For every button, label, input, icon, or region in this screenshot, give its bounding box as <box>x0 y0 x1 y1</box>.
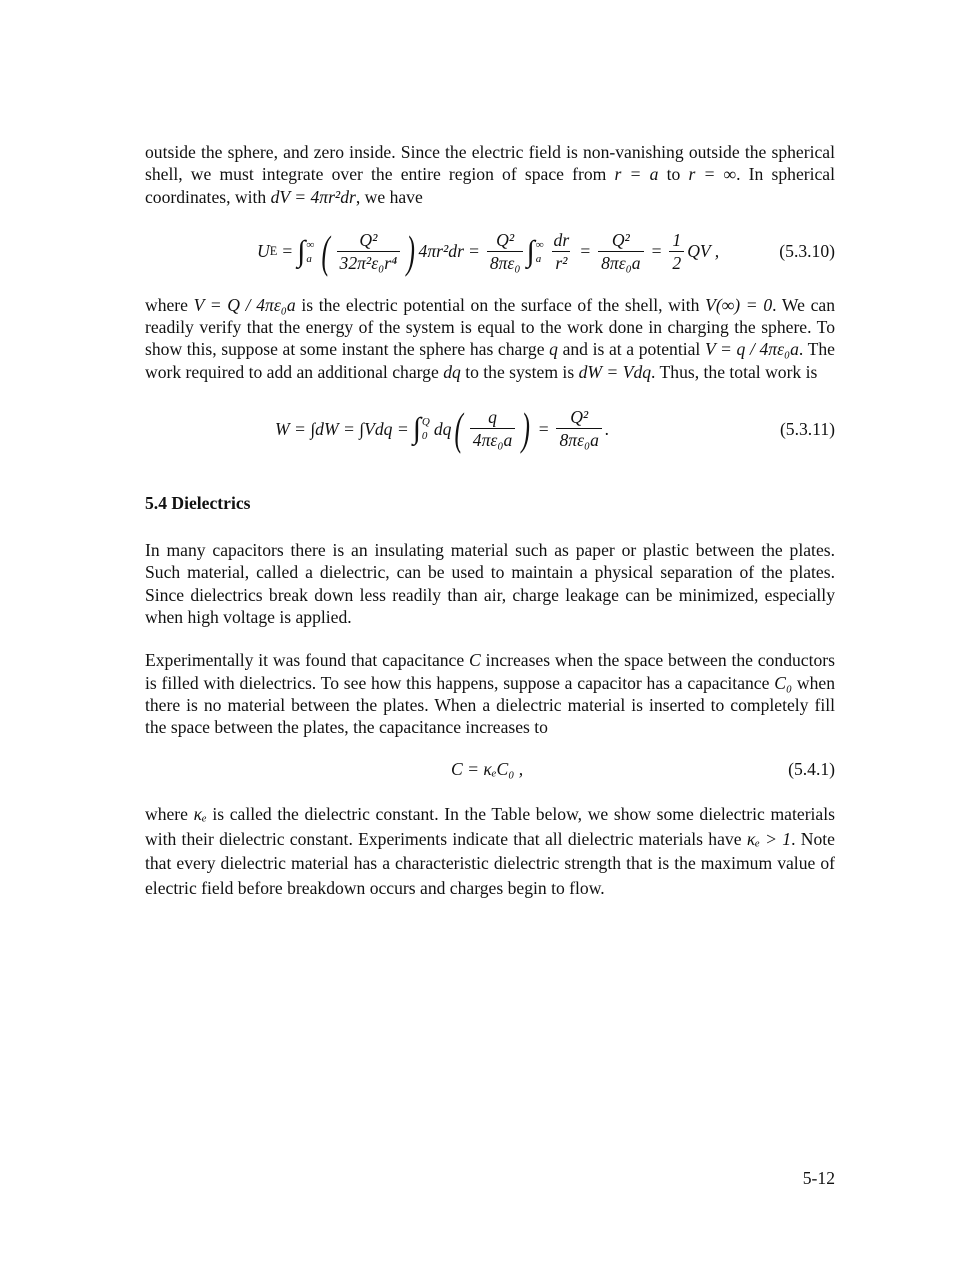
int-upper-limit: Q <box>421 416 430 429</box>
text: . We can readily verify that the energy of the system is equal to the work done in charging the sphere. To show this, suppose at some instant the sphere has charge <box>145 294 835 360</box>
page-content <box>145 141 835 900</box>
math-inline: dV = 4πr²dr <box>270 186 356 207</box>
math-inline: r = ∞ <box>688 164 737 185</box>
frac-numerator: Q² <box>570 407 589 428</box>
eq-lhs-sub: E <box>269 244 278 259</box>
text: is the electric potential on the surface of the shell, with <box>301 294 700 315</box>
frac-numerator: q <box>488 407 497 428</box>
page-number: 5-12 <box>802 1168 835 1188</box>
eq-lhs: U <box>257 241 270 262</box>
paragraph-dielectric-3 <box>145 802 835 900</box>
frac-denominator: 32π²ε₀r⁴ <box>337 251 401 273</box>
math-inline: q <box>549 339 558 360</box>
frac-denominator: 8πε₀a <box>556 428 601 450</box>
math-inline: κₑ > 1 <box>746 828 792 849</box>
text: to <box>666 164 681 185</box>
text: when there is no material between the plates. When a dielectric material is inserted to completely fill the space between the plates, the capacitance increases to <box>145 672 835 738</box>
eq-term: QV , <box>687 241 720 262</box>
int-upper-limit: ∞ <box>306 238 315 251</box>
math-inline: C <box>469 650 481 671</box>
text: . In spherical coordinates, with <box>145 164 836 207</box>
frac-numerator: Q² <box>496 229 515 250</box>
math-inline: C₀ <box>774 672 793 693</box>
text: outside the sphere, and zero inside. Since the electric field is non-vanishing outside the spherical shell, we must integrate over the entire region of space from <box>145 142 835 185</box>
paragraph-dielectric-1: In many capacitors there is an insulating material such as paper or plastic between the plates. Such material, called a dielectric, can be used to maintain a physical separation of the plates. Since dielectrics break down less readily than air, charge leakage can be minimized, especially when high voltage is applied. <box>145 540 835 627</box>
text: and is at a potential <box>562 339 701 360</box>
int-lower-limit: a <box>535 252 542 265</box>
math-inline: r = a <box>614 164 659 185</box>
int-lower-limit: a <box>306 252 312 265</box>
text: . Thus, the total work is <box>651 361 818 382</box>
frac-numerator: Q² <box>611 229 630 250</box>
paragraph-dielectric-2 <box>145 649 835 738</box>
equation-5-4-1 <box>145 746 835 792</box>
frac-denominator: 2 <box>669 251 684 273</box>
text: . Note that every dielectric material has a characteristic dielectric strength that is the maximum value of electric field before breakdown occurs and charges begin to flow. <box>145 828 835 898</box>
frac-numerator: Q² <box>359 229 378 250</box>
equation-number: (5.3.10) <box>779 241 835 262</box>
eq-lhs: W = ∫dW = ∫Vdq = <box>275 418 409 439</box>
text: . The work required to add an additional charge <box>145 339 835 382</box>
frac-denominator: 8πε₀ <box>487 251 524 273</box>
text: increases when the space between the conductors is filled with dielectrics. To see how this happens, suppose a capacitor has a capacitance <box>145 650 835 693</box>
text: where <box>145 294 188 315</box>
int-upper-limit: ∞ <box>535 238 544 251</box>
frac-denominator: 8πε₀a <box>598 251 643 273</box>
text: is called the dielectric constant. In the Table below, we show some dielectric materials with their dielectric constant. Experiments indicate that all dielectric materials have <box>145 804 835 849</box>
math-inline: dq <box>443 361 461 382</box>
eq-term: 4πr²dr <box>418 241 464 262</box>
section-title: 5.4 Dielectrics <box>145 493 251 514</box>
math-inline: V(∞) = 0 <box>705 294 773 315</box>
equation-5-3-11: W = ∫dW = ∫Vdq = ∫ Q 0 dq ( $\frac{q}{\text{4πε₀a}}$ ) = $\frac{\text{Q²}}{\text{8πε₀a}}$ . (5.3.11) <box>145 399 835 459</box>
equation-number: (5.4.1) <box>788 758 835 779</box>
frac-numerator: 1 <box>672 229 682 250</box>
equation-number: (5.3.11) <box>779 418 835 439</box>
text: where <box>145 804 188 825</box>
equation-5-3-10: U E = ∫ ∞ a ( $\frac{\text{Q²}}{\text{32π²ε₀r⁴}}$ ) 4πr²dr = $\frac{\text{Q²}}{\text{8πε₀}}$ ∫ ∞ a $\frac{dr}{\text{r²}}$ = $\frac{\text{Q²}}{\text{8πε₀a}}$ = $\frac{1}{2}$ QV , (5.3.10) <box>145 222 835 282</box>
frac-denominator: 4πε₀a <box>470 428 515 450</box>
eq-body: C = κₑC₀ , <box>451 758 524 779</box>
frac-numerator: dr <box>553 229 570 250</box>
math-inline: dW = Vdq <box>578 361 652 382</box>
text: , we have <box>355 186 423 207</box>
text: to the system is <box>465 361 575 382</box>
int-lower-limit: 0 <box>421 430 428 443</box>
text: Experimentally it was found that capacitance <box>145 650 465 671</box>
eq-term: dq <box>433 418 452 439</box>
math-inline: V = Q / 4πε₀a <box>193 294 296 315</box>
math-inline: V = q / 4πε₀a <box>704 339 799 360</box>
paragraph-where <box>145 294 835 383</box>
frac-denominator: r² <box>552 251 570 273</box>
math-inline: κₑ <box>193 804 207 825</box>
paragraph-intro <box>145 141 835 208</box>
